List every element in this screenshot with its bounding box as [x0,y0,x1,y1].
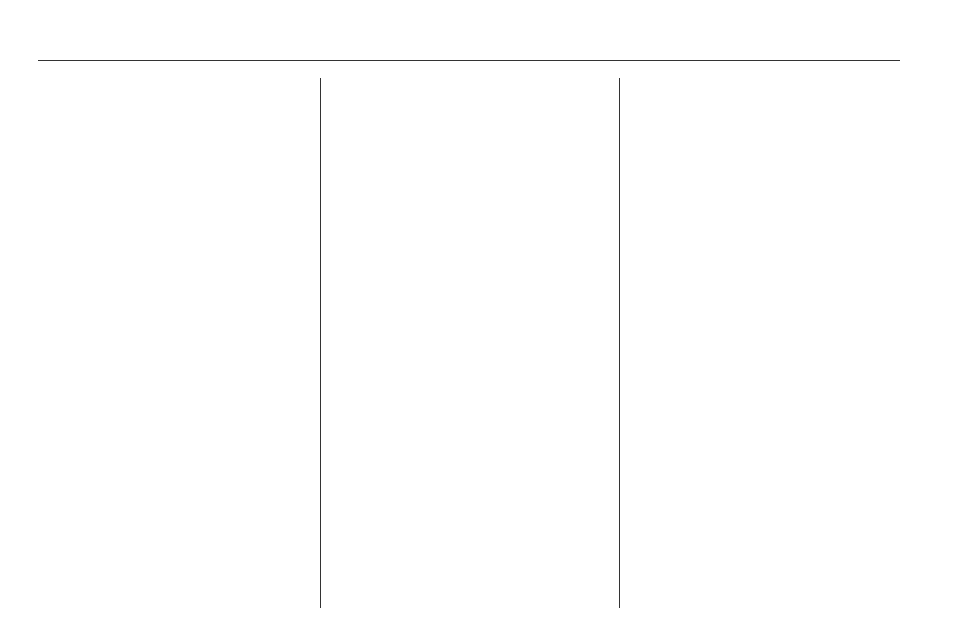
page-header [38,18,116,48]
column-1 [40,76,306,88]
column-divider-1 [320,78,321,608]
header-rule [38,60,900,61]
column-2 [340,76,606,82]
column-divider-2 [619,78,620,608]
column-3 [637,76,905,82]
